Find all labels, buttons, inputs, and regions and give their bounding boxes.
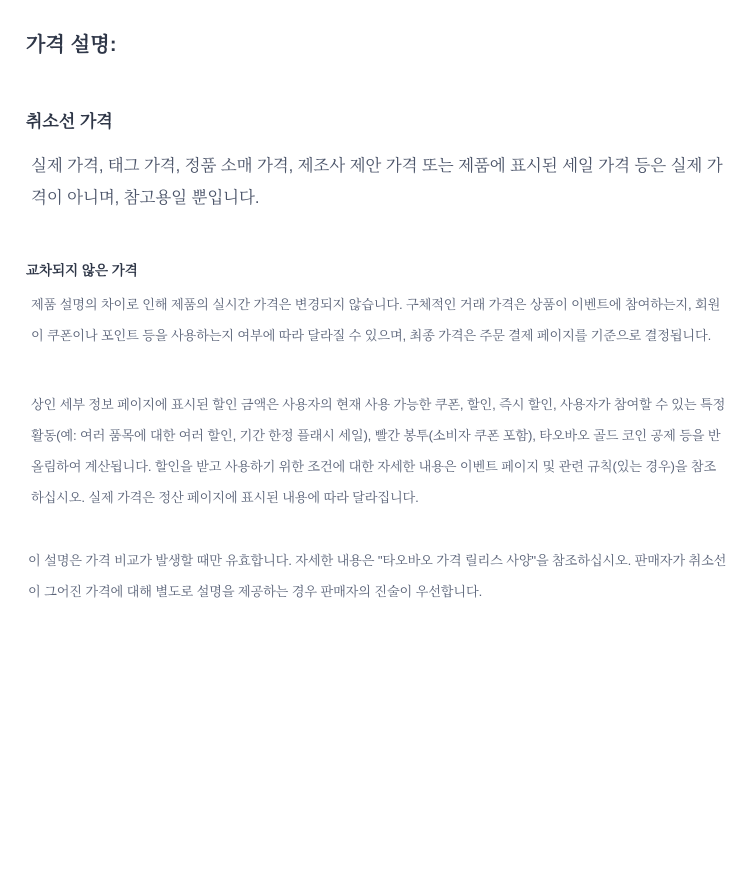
strikethrough-price-description: 실제 가격, 태그 가격, 정품 소매 가격, 제조사 제안 가격 또는 제품에 표시된 세일 가격 등은 실제 가격이 아니며, 참고용일 뿐입니다. [31,157,723,208]
paragraph-spacer-2 [26,513,732,535]
non-crossed-price-paragraph-2: 상인 세부 정보 페이지에 표시된 할인 금액은 사용자의 현재 사용 가능한 쿠폰, 할인, 즉시 할인, 사용자가 참여할 수 있는 특정 활동(예: 여러 품목에 대한 여러 할인, 기간 한정 플래시 세일), 빨간 봉투(소비자 쿠폰 포함), 타오바오 골드 코인 공제 등을 반올림하여 계산됩니다. 할인을 받고 사용하기 위한 조건에 대한 자세한 내용은 이벤트 페이지 및 관련 규칙(있는 경우)을 참조하십시오. 실제 가격은 정산 페이지에 표시된 내용에 따라 달라집니다. [31,397,726,506]
paragraph-spacer-1 [26,351,732,379]
non-crossed-price-paragraph-1: 제품 설명의 차이로 인해 제품의 실시간 가격은 변경되지 않습니다. 구체적인 거래 가격은 상품이 이벤트에 참여하는지, 회원이 쿠폰이나 포인트 등을 사용하는지 여부에 따라 달라질 수 있으며, 최종 가격은 주문 결제 페이지를 기준으로 결정됩니다. [31,297,721,344]
section-heading-strikethrough-price: 취소선 가격 [26,112,113,131]
section-heading-non-crossed-price: 교차되지 않은 가격 [26,263,138,279]
page-title: 가격 설명: [26,34,117,56]
non-crossed-price-paragraph-3: 이 설명은 가격 비교가 발생할 때만 유효합니다. 자세한 내용은 "타오바오 가격 릴리스 사양"을 참조하십시오. 판매자가 취소선이 그어진 가격에 대해 별도로 설명을 제공하는 경우 판매자의 진술이 우선합니다. [28,553,727,600]
